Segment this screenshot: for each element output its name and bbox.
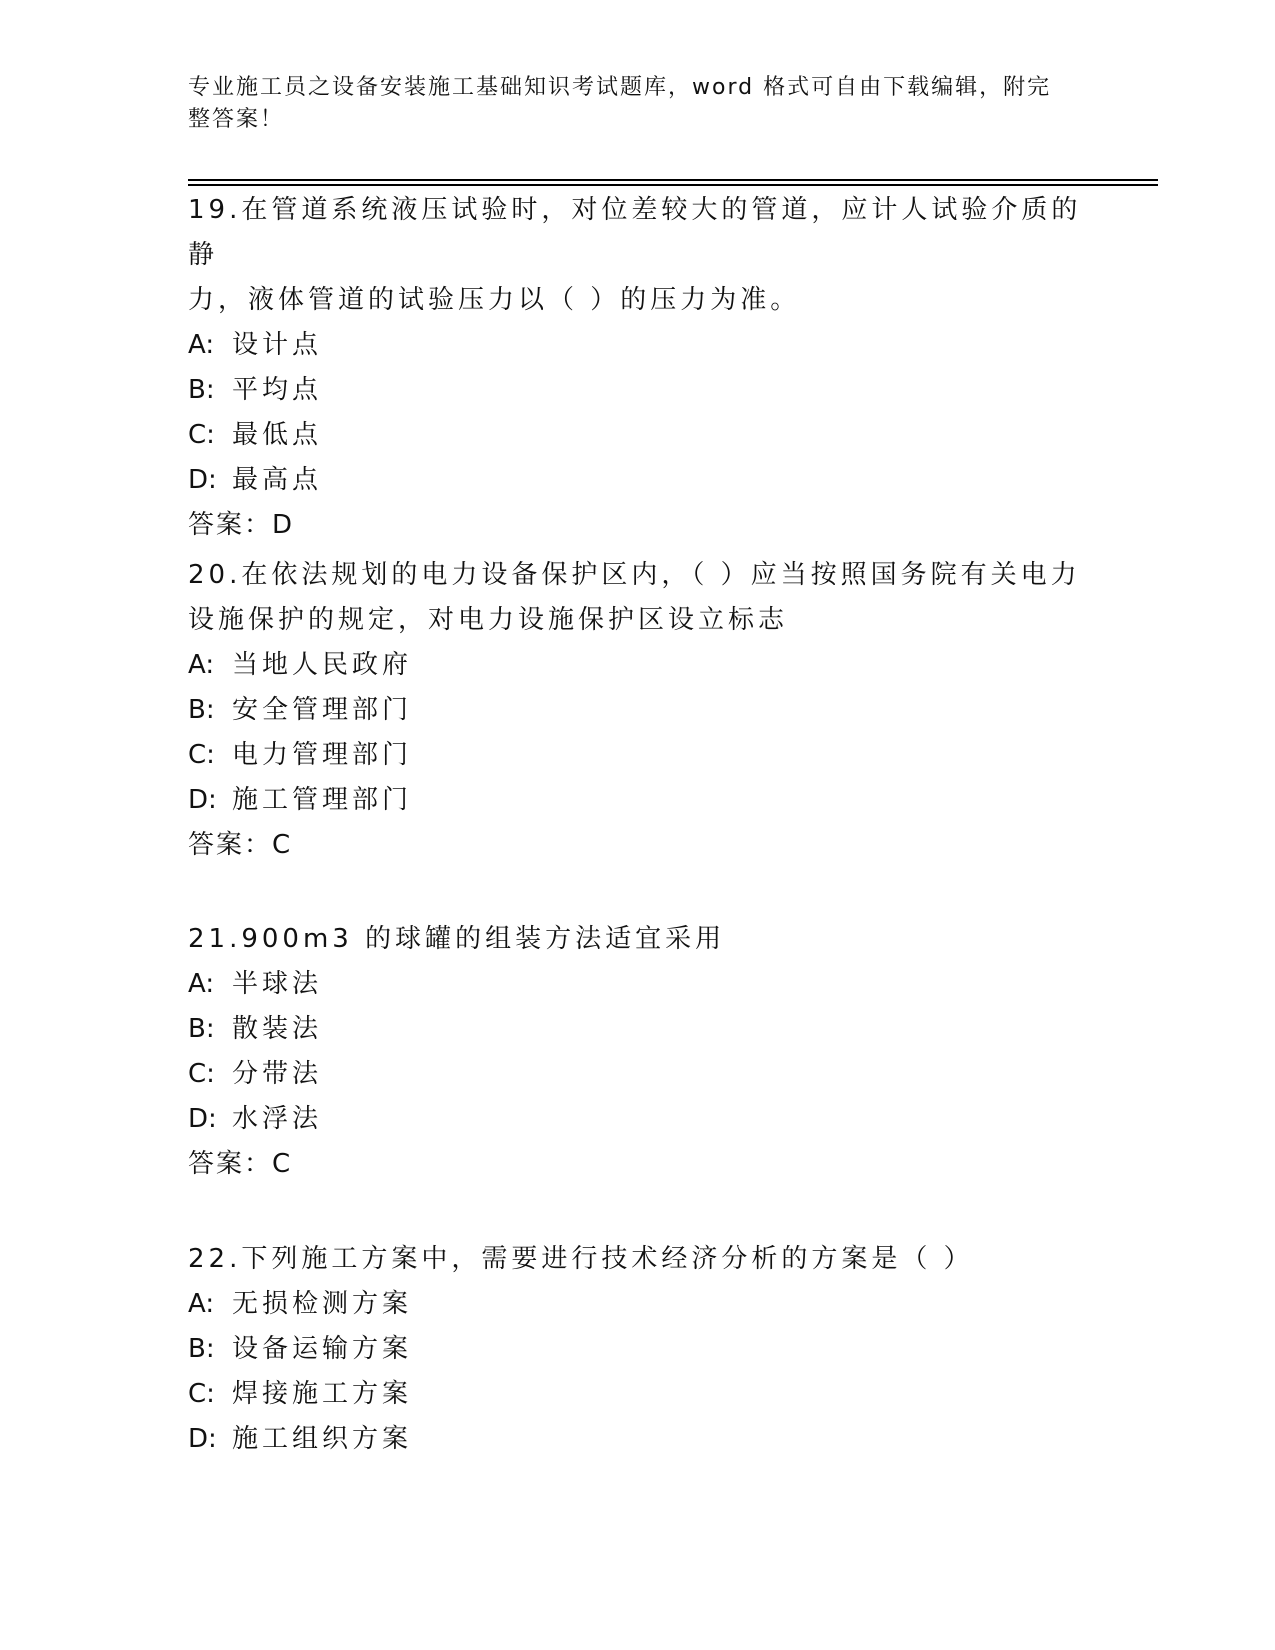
question-text-line: 22.下列施工方案中，需要进行技术经济分析的方案是（ ） [188,1244,974,1274]
option-text: 半球法 [232,969,323,999]
option-b [188,1007,1088,1052]
option-c [188,1372,1088,1417]
option-key: D: [188,465,217,495]
question-text-line: 力，液体管道的试验压力以（ ）的压力为准。 [188,285,801,315]
header-line-2: 整答案！ [188,107,285,132]
option-key: B: [188,375,215,405]
option-text: 施工管理部门 [232,785,413,815]
option-d [188,458,1088,503]
option-text: 设备运输方案 [232,1334,413,1364]
option-key: A: [188,650,215,680]
option-key: C: [188,420,215,450]
option-key: B: [188,695,215,725]
option-text: 最高点 [232,465,323,495]
option-key: D: [188,1424,217,1454]
option-a [188,643,1088,688]
option-text: 安全管理部门 [232,695,413,725]
answer-value: C [272,830,291,860]
option-key: A: [188,1289,215,1319]
answer-value: D [272,510,293,540]
question-text-line: 设施保护的规定，对电力设施保护区设立标志 [188,605,789,635]
answer-line [188,823,1088,868]
option-text: 分带法 [232,1059,323,1089]
answer-line [188,503,1088,548]
question-20 [188,553,1088,868]
option-text: 施工组织方案 [232,1424,413,1454]
answer-value: C [272,1149,291,1179]
option-c [188,1052,1088,1097]
option-key: B: [188,1014,215,1044]
header-line-1: 专业施工员之设备安装施工基础知识考试题库，word 格式可自由下载编辑，附完 [188,75,1052,100]
answer-label: 答案： [188,830,273,860]
option-d [188,778,1088,823]
option-key: D: [188,785,217,815]
option-text: 水浮法 [232,1104,323,1134]
option-key: A: [188,330,215,360]
option-d [188,1097,1088,1142]
header-divider-top [188,179,1158,181]
question-text-line: 21.900m3 的球罐的组装方法适宜采用 [188,924,726,954]
option-a [188,323,1088,368]
option-key: C: [188,1059,215,1089]
option-text: 设计点 [232,330,323,360]
option-a [188,962,1088,1007]
option-text: 电力管理部门 [232,740,413,770]
question-19 [188,188,1088,548]
document-header [188,72,1078,136]
option-key: B: [188,1334,215,1364]
option-key: D: [188,1104,217,1134]
option-text: 无损检测方案 [232,1289,413,1319]
answer-label: 答案： [188,1149,273,1179]
option-b [188,368,1088,413]
option-a [188,1282,1088,1327]
option-b [188,1327,1088,1372]
question-22 [188,1237,1088,1462]
question-21 [188,917,1088,1187]
question-text-line: 20.在依法规划的电力设备保护区内，（ ）应当按照国务院有关电力 [188,560,1081,590]
option-key: A: [188,969,215,999]
option-key: C: [188,740,215,770]
option-text: 散装法 [232,1014,323,1044]
option-text: 当地人民政府 [232,650,413,680]
option-c [188,733,1088,778]
option-c [188,413,1088,458]
header-divider-bottom [188,184,1158,186]
option-b [188,688,1088,733]
option-text: 最低点 [232,420,323,450]
option-text: 平均点 [232,375,323,405]
option-d [188,1417,1088,1462]
option-text: 焊接施工方案 [232,1379,413,1409]
question-text-line: 19.在管道系统液压试验时，对位差较大的管道，应计人试验介质的静 [188,195,1082,270]
answer-label: 答案： [188,510,273,540]
answer-line [188,1142,1088,1187]
option-key: C: [188,1379,215,1409]
